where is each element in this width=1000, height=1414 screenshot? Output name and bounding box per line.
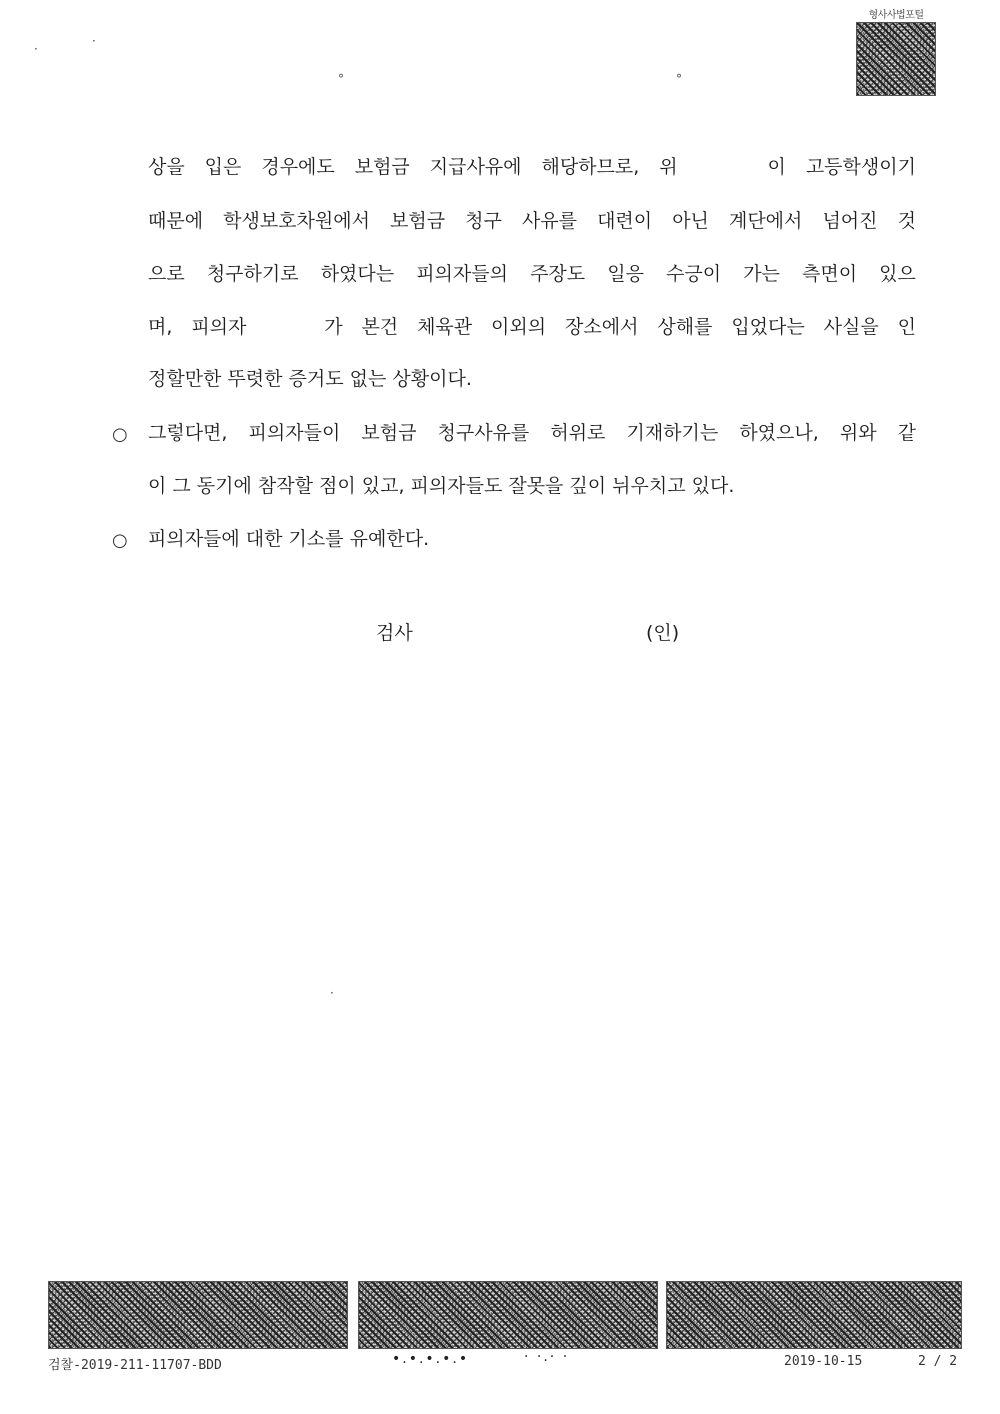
word: 인 [897, 316, 916, 338]
word: 측면이 [802, 263, 858, 285]
word: 하였다는 [320, 263, 395, 285]
scan-speck: ° [338, 72, 344, 86]
scan-dots-icon: •.•.•.•.• [392, 1351, 470, 1367]
word: 이외의 [491, 316, 547, 338]
redacted-name [698, 158, 748, 177]
word: 며, [148, 316, 173, 338]
body-line-3 [148, 265, 916, 284]
seal-mark: (인) [646, 622, 680, 644]
para2-line-1 [148, 424, 916, 443]
word: 장소에서 [565, 316, 639, 338]
word: 위 [659, 156, 678, 178]
word: 상해를 [657, 316, 713, 338]
word: 입은 [204, 156, 242, 178]
word: 기재하기는 [626, 422, 719, 444]
word: 사유를 [521, 210, 577, 232]
word: 피의자 [191, 316, 247, 338]
word: 상을 [148, 156, 185, 178]
word: 청구사유를 [437, 422, 530, 444]
word: 일응 [607, 263, 644, 285]
word: 대련이 [597, 210, 653, 232]
word: 본건 [361, 316, 399, 338]
para3-line-1: 피의자들에 대한 기소를 유예한다. [148, 528, 430, 550]
scan-dots-icon: · ·.· · [524, 1349, 570, 1365]
para2-line-2: 이 그 동기에 참작할 점이 있고, 피의자들도 잘못을 깊이 뉘우치고 있다. [148, 475, 735, 497]
word: 것 [897, 210, 916, 232]
word: 허위로 [550, 422, 606, 444]
word: 하였으나, [739, 422, 819, 444]
word: 때문에 [148, 210, 204, 232]
body-line-2 [148, 212, 916, 231]
word: 사실을 [823, 316, 879, 338]
word: 청구하기로 [206, 263, 299, 285]
circle-bullet-icon: ○ [112, 530, 128, 551]
scan-speck: · [34, 42, 38, 56]
word: 아닌 [672, 210, 709, 232]
word: 지급사유에 [429, 156, 522, 178]
word: 위와 [839, 422, 877, 444]
word: 그렇다면, [148, 422, 228, 444]
scan-speck: · [330, 986, 334, 1000]
word: 넘어진 [822, 210, 878, 232]
barcode-icon [358, 1281, 658, 1349]
word: 으로 [148, 263, 185, 285]
word: 입었다는 [731, 316, 805, 338]
word: 청구 [465, 210, 502, 232]
word: 주장도 [530, 263, 586, 285]
word: 같 [897, 422, 916, 444]
qr-code-icon [856, 22, 936, 96]
word: 보험금 [361, 422, 417, 444]
circle-bullet-icon: ○ [112, 424, 128, 445]
redacted-name [265, 318, 305, 337]
scan-speck: ° [676, 72, 682, 86]
word: 이 [767, 156, 786, 178]
word: 체육관 [417, 316, 473, 338]
word: 피의자들이 [248, 422, 341, 444]
scan-speck: · [92, 34, 96, 48]
word: 계단에서 [728, 210, 803, 232]
body-line-4 [148, 318, 916, 337]
portal-brand-label: 형사사법포털 [868, 10, 924, 21]
barcode-icon [666, 1281, 962, 1349]
word: 수긍이 [666, 263, 722, 285]
word: 가는 [743, 263, 780, 285]
word: 피의자들의 [416, 263, 508, 285]
word: 가 [324, 316, 343, 338]
word: 고등학생이기 [805, 156, 916, 178]
word: 보험금 [354, 156, 410, 178]
word: 경우에도 [261, 156, 335, 178]
word: 보험금 [390, 210, 446, 232]
document-number: 검찰-2019-211-11707-BDD [48, 1358, 222, 1373]
body-line-1 [148, 158, 916, 177]
word: 있으 [879, 263, 916, 285]
word: 학생보호차원에서 [223, 210, 370, 232]
barcode-icon [48, 1281, 348, 1349]
page-number: 2 / 2 [918, 1354, 958, 1369]
prosecutor-title: 검사 [376, 622, 413, 644]
body-line-5: 정할만한 뚜렷한 증거도 없는 상황이다. [148, 368, 472, 390]
issue-date: 2019-10-15 [784, 1354, 863, 1369]
word: 해당하므로, [541, 156, 640, 178]
